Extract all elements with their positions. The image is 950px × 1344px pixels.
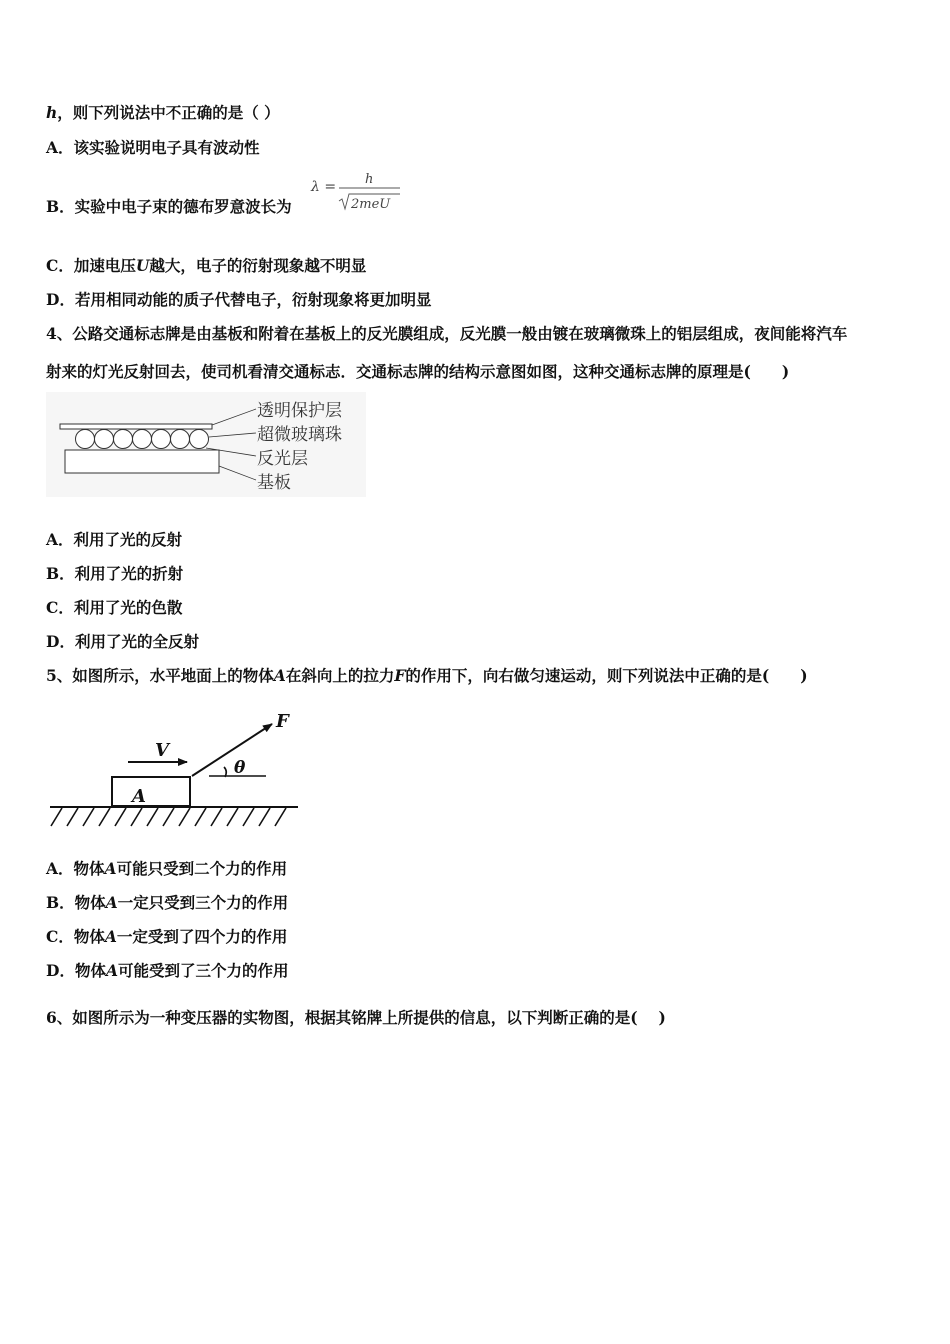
q5-option-a <box>46 857 287 879</box>
q4-option-c: C．利用了光的色散 <box>46 598 183 617</box>
q4-stem-line2: 射来的灯光反射回去，使司机看清交通标志．交通标志牌的结构示意图如图，这种交通标志牌的原理是( ) <box>46 362 790 381</box>
q5-force-diagram <box>44 705 304 830</box>
q5-stem-post: 的作用下，向右做匀速运动，则下列说法中正确的是( ) <box>405 666 808 685</box>
q5-option-a-var: A <box>104 859 117 878</box>
q5-option-c-pre: C．物体 <box>46 927 105 946</box>
q5-stem <box>46 664 808 686</box>
q4-option-b: B．利用了光的折射 <box>46 564 184 583</box>
q4-option-a: A．利用了光的反射 <box>46 530 183 549</box>
q4-option-d: D．利用了光的全反射 <box>46 632 199 651</box>
q5-option-c-post: 一定受到了四个力的作用 <box>116 927 288 946</box>
formula-denominator: 2meU <box>351 197 391 212</box>
q5-option-d <box>46 959 289 981</box>
q4-sign-structure-figure <box>46 392 366 497</box>
q5-option-b-post: 一定只受到三个力的作用 <box>117 893 289 912</box>
q5-option-d-post: 可能受到了三个力的作用 <box>117 961 289 980</box>
force-arrow <box>192 724 272 776</box>
formula-numerator: h <box>365 172 374 187</box>
label-base-plate: 基板 <box>257 473 291 493</box>
q3-option-c <box>46 254 366 276</box>
ground-hatching <box>51 808 286 826</box>
label-glass-beads: 超微玻璃珠 <box>257 425 342 445</box>
q5-option-d-pre: D．物体 <box>46 961 106 980</box>
q5-stem-var-a: A <box>273 666 286 685</box>
q3-option-d: D．若用相同动能的质子代替电子，衍射现象将更加明显 <box>46 290 432 309</box>
q3-option-c-post: 越大，电子的衍射现象越不明显 <box>149 256 367 275</box>
q3-option-c-pre: C．加速电压 <box>46 256 136 275</box>
base-plate <box>65 450 219 473</box>
q5-option-a-pre: A．物体 <box>46 859 105 878</box>
label-protective-layer: 透明保护层 <box>257 401 342 421</box>
q5-option-c <box>46 925 287 947</box>
q3-stem <box>46 101 280 123</box>
q5-option-d-var: A <box>105 961 118 980</box>
q5-stem-var-f: F <box>394 666 406 685</box>
force-label: F <box>276 711 289 732</box>
block-a-label: A <box>132 786 146 807</box>
q6-stem: 6、如图所示为一种变压器的实物图，根据其铭牌上所提供的信息，以下判断正确的是( ) <box>46 1008 666 1027</box>
block-a <box>112 777 190 806</box>
q3-stem-var-h: h <box>46 103 58 122</box>
q5-option-b <box>46 891 288 913</box>
q5-option-b-pre: B．物体 <box>46 893 106 912</box>
q5-stem-pre: 5、如图所示，水平地面上的物体 <box>46 666 274 685</box>
velocity-label: V <box>155 740 169 761</box>
q3-option-a: A．该实验说明电子具有波动性 <box>46 138 260 157</box>
q3-option-c-var: U <box>135 256 150 275</box>
q5-option-a-post: 可能只受到二个力的作用 <box>116 859 288 878</box>
q5-option-c-var: A <box>104 927 117 946</box>
q3-stem-text: ，则下列说法中不正确的是（ ） <box>57 103 280 122</box>
q5-stem-mid: 在斜向上的拉力 <box>285 666 395 685</box>
label-reflective-layer: 反光层 <box>257 449 308 469</box>
q3-option-b: B．实验中电子束的德布罗意波长为 <box>46 197 292 216</box>
protective-layer <box>60 424 212 429</box>
q3-wavelength-formula <box>308 171 403 215</box>
angle-label: θ <box>234 758 246 778</box>
q5-option-b-var: A <box>105 893 118 912</box>
formula-lhs: λ = <box>311 179 337 195</box>
q4-stem-line1: 4、公路交通标志牌是由基板和附着在基板上的反光膜组成，反光膜一般由镀在玻璃微珠上的铝层组成，夜间能将汽车 <box>46 324 848 343</box>
